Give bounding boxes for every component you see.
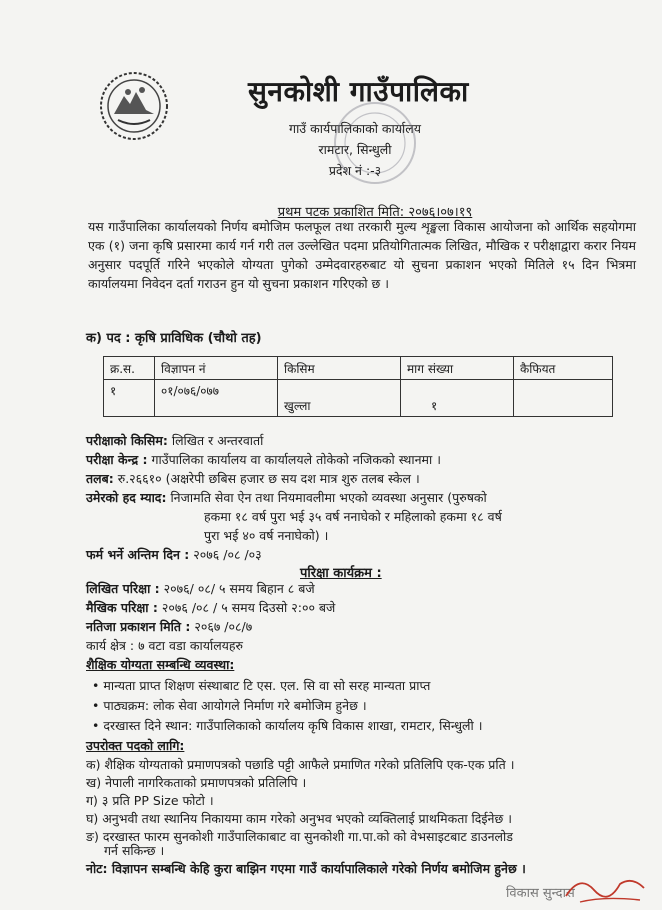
age-limit-line-2: हकमा १८ वर्ष पुरा भई ३५ वर्ष ननाघेको र महिलाको हकमा १८ वर्ष [204,509,502,524]
province-number: प्रदेश नं :-३ [328,163,382,178]
written-exam-value: २०७६/ ०८/ ५ समय बिहान ८ बजे [163,581,315,596]
municipality-title: सुनकोशी गाउँपालिका [248,75,469,108]
list-item: ग) ३ प्रति PP Size फोटो । [86,793,214,808]
exam-center-value: गाउँपालिका कार्यालय वा कार्यालयले तोकेको नजिकको स्थानमा । [151,452,441,467]
note-text: नोट: विज्ञापन सम्बन्धि केहि कुरा बाझिन गएमा गाउँ कार्यापालिकाले गरेको निर्णय बमोजिम हुनेछ । [86,861,526,876]
post-title: क) पद : कृषि प्राविधिक (चौथो तह) [86,331,262,346]
cell-serial: १ [104,380,155,417]
column-header-serial: क्र.स. [104,357,155,380]
list-item: • पाठ्यक्रम: लोक सेवा आयोगले निर्माण गरे बमोजिम हुनेछ । [92,698,367,713]
column-header-ad-number: विज्ञापन नं [155,357,278,380]
office-stamp [330,98,420,188]
office-name: गाउँ कार्यपालिकाको कार्यालय [289,121,421,136]
list-item: ख) नेपाली नागरिकताको प्रमाणपत्रको प्रतिलिपि । [86,775,307,790]
published-date: प्रथम पटक प्रकाशित मिति: २०७६।०७।१९ [277,205,473,220]
table-row [104,380,613,417]
handwritten-signature [560,866,650,908]
form-deadline-row [86,546,262,563]
age-limit-line-1: निजामति सेवा ऐन तथा नियमावलीमा भएको व्यवस्था अनुसार (पुरुषको [170,490,487,505]
work-area: कार्य क्षेत्र : ७ वटा वडा कार्यालयहरु [86,638,244,653]
continued-line: गर्न सकिन्छ । [104,843,165,858]
result-date-row [86,618,252,635]
cell-type: खुल्ला [278,380,401,417]
age-limit-line-3: पुरा भई ४० वर्ष ननाघेको) । [204,528,329,543]
oral-exam-value: २०७६ /०८ / ५ समय दिउसो २:०० बजे [161,600,336,615]
form-deadline-value: २०७६ /०८ /०३ [193,547,262,562]
salary-value: रु.२६६१० (अक्षरेपी छबिस हजार छ सय दश मात्र शुरु तलब स्केल । [117,471,420,486]
qualification-heading: शैक्षिक योग्यता सम्बन्धि व्यवस्था: [86,657,235,672]
vacancy-table [103,356,613,417]
oral-exam-row [86,599,335,616]
exam-type-row [86,432,263,449]
list-item: क) शैक्षिक योग्यताको प्रमाणपत्रको पछाडि पट्टी आफैले प्रमाणित गरेको प्रतिलिपि एक-एक प्रति । [86,757,515,772]
cell-ad-number: ०१/०७६/०७७ [155,380,278,417]
salary-row [86,470,420,487]
result-date-value: २०६७ /०८/७ [194,619,253,634]
age-limit-label: उमेरको हद म्याद: [86,490,167,505]
written-exam-label: लिखित परिक्षा : [86,581,160,596]
written-exam-row [86,580,315,597]
list-item: • दरखास्त दिने स्थान: गाउँपालिकाको कार्यालय कृषि विकास शाखा, रामटार, सिन्धुली । [92,718,483,733]
result-date-label: नतिजा प्रकाशन मिति : [86,619,191,634]
age-limit-row [86,489,487,506]
column-header-type: किसिम [278,357,401,380]
required-docs-heading: उपरोक्त पदको लागि: [86,738,185,753]
list-item: ङ) दरखास्त फारम सुनकोशी गाउँपालिकाबाट वा सुनकोशी गा.पा.को को वेभसाइटबाट डाउनलोड [86,829,513,844]
exam-type-label: परीक्षाको किसिम: [86,433,168,448]
column-header-demand-count: माग संख्या [401,357,514,380]
list-item: घ) अनुभवी तथा स्थानिय निकायमा काम गरेको अनुभव भएको व्यक्तिलाई प्राथमिकता दिईनेछ । [86,811,512,826]
cell-remarks [514,380,613,417]
signatory-name: विकास सुन्दास [506,886,575,901]
exam-schedule-heading: परिक्षा कार्यक्रम : [300,566,382,581]
nepal-emblem-logo [98,70,170,142]
table-header-row [104,357,613,380]
column-header-remarks: कैफियत [514,357,613,380]
oral-exam-label: मैखिक परिक्षा : [86,600,158,615]
cell-demand-count: १ [401,380,514,417]
form-deadline-label: फर्म भर्ने अन्तिम दिन : [86,547,190,562]
salary-label: तलब: [86,471,114,486]
exam-type-value: लिखित र अन्तरवार्ता [171,433,264,448]
office-address: रामटार, सिन्धुली [318,142,392,157]
list-item: • मान्यता प्राप्त शिक्षण संस्थाबाट टि एस. एल. सि वा सो सरह मान्यता प्राप्त [92,678,431,693]
exam-center-row [86,451,441,468]
exam-center-label: परीक्षा केन्द्र : [86,452,148,467]
notice-body: यस गाउँपालिका कार्यालयको निर्णय बमोजिम फलफूल तथा तरकारी मुल्य शृङ्खला विकास आयोजना को आर्थिक सहयोगमा एक (१) जना कृषि प्रसारमा कार्य गर्न गरी तल उल्लेखित पदमा प्रतियोगितात्मक लिखित, मौखिक र परीक्षाद्वारा करार नियम अनुसार पदपूर्ति गरिने भएकोले योग्यता पुगेको उम्मेदवारहरुबाट यो सुचना प्रकाशन भएको मितिले १५ दिन भित्रमा कार्यालयमा निवेदन दर्ता गराउन हुन यो सुचना प्रकाशन गरिएको छ । [88,219,636,291]
